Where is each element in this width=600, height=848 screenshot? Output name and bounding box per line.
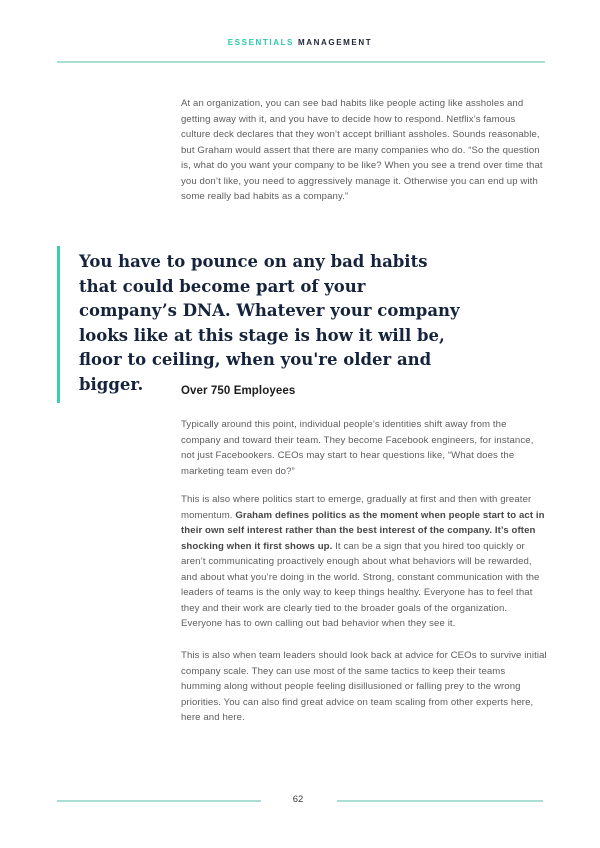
paragraph-politics [181,492,547,632]
running-header [0,38,600,47]
footer-divider-right [337,800,543,802]
footer-divider-left [57,800,261,802]
intro-paragraph: At an organization, you can see bad habits like people acting like assholes and getting away with it, and you have to decide how to respond. Netflix’s famous culture deck declares that they won’t accept brilliant assholes. Sounds reasonable, but Graham would assert that there are many companies who do. “So the question is, what do you want your company to be like? When you see a trend over time that you don’t like, you need to aggressively manage it. Otherwise you can end up with some really bad habits as a company.” [181,98,543,202]
header-divider [57,61,545,63]
paragraph-politics-emphasis: Graham defines politics as the moment when people start to act in their own self interest rather than the best interest of the company. It’s often shocking when it first shows up. [181,509,545,552]
section-heading: Over 750 Employees [181,385,296,397]
paragraph-politics-lead: This is also where politics start to emerge, gradually at first and then with greater momentum. [181,494,532,521]
paragraph-team-leaders: This is also when team leaders should look back at advice for CEOs to survive initial company scale. They can use most of the same tactics to keep their teams humming along without people feeling disillusioned or falling prey to the wrong priorities. You can also find great advice on team scaling from other experts here, here and here. [181,650,547,723]
section-label: MANAGEMENT [298,38,373,47]
paragraph-politics-rest: It can be a sign that you hired too quickly or aren’t communicating proactively enough about what behaviors will be rewarded, and about what you’re doing in the world. Strong, constant communication with the leaders of teams is the only way to keep things healthy. Everyone has to feel that they and their work are clearly tied to the broader goals of the organization. Everyone has to own calling out bad behavior when they see it. [181,540,540,629]
page-number: 62 [292,794,304,805]
brand-label: ESSENTIALS [227,38,294,47]
paragraph-identities: Typically around this point, individual people’s identities shift away from the company and toward their team. They become Facebook engineers, for instance, not just Facebookers. CEOs may start to hear questions like, “What does the marketing team even do?” [181,419,534,477]
pull-quote: You have to pounce on any bad habits that could become part of your company’s DNA. Whatever your company looks like at this stage is how it will be, floor to ceiling, when you're older and bigger. [57,246,467,403]
